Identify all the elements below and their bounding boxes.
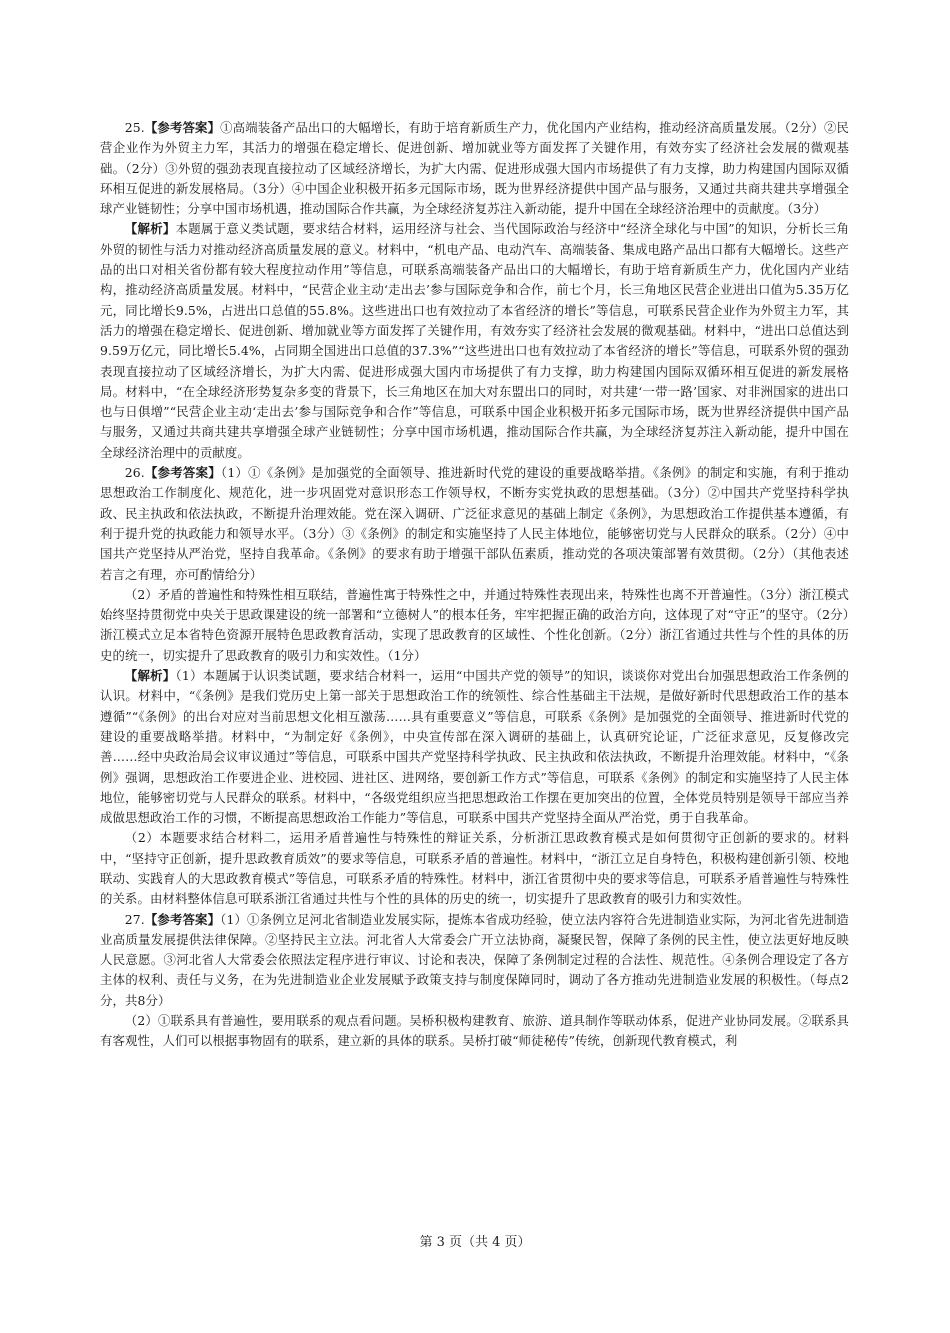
answer-27-reference-part2: （2）①联系具有普遍性，要用联系的观点看问题。吴桥积极构建教育、旅游、道具制作等联动体系，促进产业协同发展。②联系具有客观性，人们可以根据事物固有的联系，建立新的具体的联系。吴桥打破“师徒秘传”传统，创新现代教育模式，利 [100, 1013, 849, 1049]
analysis-tag: 【解析】 [124, 668, 176, 684]
answer-26-reference: 26.【参考答案】（1）①《条例》是加强党的全面领导、推进新时代党的建设的重要战略举措。《条例》的制定和实施，有利于推动思想政治工作制度化、规范化，进一步巩固党对意识形态工作领导权，不断夯实党执政的思想基础。（3分）②中国共产党坚持科学执政、民主执政和依法执政，不断提升治理效能。党在深入调研、广泛征求意见的基础上制定《条例》，为思想政治工作提供基本遵循，有利于提升党的执政能力和领导水平。（3分）③《条例》的制定和实施坚持了人民主体地位，能够密切党与人民群众的联系。（2分）④中国共产党坚持从严治党，坚持自我革命。《条例》的要求有助于增强干部队伍素质，推动党的各项决策部署有效贯彻。（2分）（其他表述若言之有理，亦可酌情给分） [100, 465, 849, 582]
answer-27-reference: 27.【参考答案】（1）①条例立足河北省制造业发展实际，提炼本省成功经验，使立法内容符合先进制造业实际，为河北省先进制造业高质量发展提供法律保障。②坚持民主立法。河北省人大常委会广开立法协商，凝聚民智，保障了条例的民主性，使立法更好地反映人民意愿。③河北省人大常委会依照法定程序进行审议、讨论和表决，保障了条例制定过程的合法性、规范性。④条例合理设定了各方主体的权利、责任与义务，在为先进制造业企业发展赋予政策支持与制度保障同时，调动了各方推动先进制造业发展的积极性。（每点2分，共8分） [100, 911, 849, 1008]
analysis-tag: 【解析】 [124, 221, 176, 237]
reference-answer-tag: 【参考答案】 [144, 911, 221, 927]
reference-answer-tag: 【参考答案】 [144, 465, 221, 481]
page-footer: 第 3 页（共 4 页） [419, 1235, 531, 1250]
answer-26-reference-part2: （2）矛盾的普遍性和特殊性相互联结，普遍性寓于特殊性之中，并通过特殊性表现出来，特殊性也离不开普遍性。（3分）浙江模式始终坚持贯彻党中央关于思政课建设的统一部署和“立德树人”的根本任务，牢牢把握正确的政治方向，这体现了对“守正”的坚守。（2分）浙江模式立足本省特色资源开展特色思政教育活动，实现了思政教育的区域性、个性化创新。（2分）浙江省通过共性与个性的具体的历史的统一，切实提升了思政教育的吸引力和实效性。（1分） [100, 586, 849, 663]
answer-25-reference: 25.【参考答案】①高端装备产品出口的大幅增长，有助于培育新质生产力，优化国内产业结构，推动经济高质量发展。（2分）②民营企业作为外贸主力军，其活力的增强在稳定增长、促进创新、增加就业等方面发挥了关键作用，有效夯实了经济社会发展的微观基础。（2分）③外贸的强劲表现直接拉动了区域经济增长，为扩大内需、促进形成强大国内市场提供了有力支撑，助力构建国内国际双循环相互促进的新发展格局。（3分）④中国企业积极开拓多元国际市场，既为世界经济提供中国产品与服务，又通过共商共建共享增强全球产业链韧性；分享中国市场机遇，推动国际合作共赢，为全球经济复苏注入新动能，提升中国在全球经济治理中的贡献度。（3分） [100, 120, 849, 217]
reference-answer-tag: 【参考答案】 [144, 120, 221, 135]
answer-26-analysis-part2: （2）本题要求结合材料二，运用矛盾普遍性与特殊性的辩证关系，分析浙江思政教育模式是如何贯彻守正创新的要求的。材料中，“坚持守正创新，提升思政教育质效”的要求等信息，可联系矛盾的普遍性。材料中，“浙江立足自身特色，积极构建创新引领、校地联动、实践育人的大思政教育模式”等信息，可联系矛盾的特殊性。材料中，浙江省贯彻中央的要求等信息，可联系矛盾普遍性与特殊性的关系。由材料整体信息可联系浙江省通过共性与个性的具体的历史的统一，切实提升了思政教育的吸引力和实效性。 [100, 830, 849, 907]
answer-25-analysis: 【解析】本题属于意义类试题，要求结合材料，运用经济与社会、当代国际政治与经济中“经济全球化与中国”的知识，分析长三角外贸的韧性与活力对推动经济高质量发展的意义。材料中，“机电产品、电动汽车、高端装备、集成电路产品出口都有大幅增长。这些产品的出口对相关省份都有较大程度拉动作用”等信息，可联系高端装备产品出口的大幅增长，有助于培育新质生产力，优化国内产业结构，推动经济高质量发展。材料中，“民营企业主动‘走出去’参与国际竞争和合作，前七个月，长三角地区民营企业进出口值为5.35万亿元，同比增长9.5%，占进出口总值的55.8%。这些进出口也有效拉动了本省经济的增长”等信息，可联系民营企业作为外贸主力军，其活力的增强在稳定增长、促进创新、增加就业等方面发挥了关键作用，有效夯实了经济社会发展的微观基础。材料中，“进出口总值达到9.59万亿元，同比增长5.4%，占同期全国进出口总值的37.3%”“这些进出口也有效拉动了本省经济的增长”等信息，可联系外贸的强劲表现直接拉动了区域经济增长，为扩大内需、促进形成强大国内市场提供了有力支撑，助力构建国内国际双循环相互促进的新发展格局。材料中，“在全球经济形势复杂多变的背景下，长三角地区在加大对东盟出口的同时，对共建‘一带一路’国家、对非洲国家的进出口也与日俱增”“民营企业主动‘走出去’参与国际竞争和合作”等信息，可联系中国企业积极开拓多元国际市场，既为世界经济提供中国产品与服务，又通过共商共建共享增强全球产业链韧性；分享中国市场机遇，推动国际合作共赢，为全球经济复苏注入新动能，提升中国在全球经济治理中的贡献度。 [100, 221, 849, 460]
page-body [100, 118, 849, 1052]
answer-26-analysis: 【解析】（1）本题属于认识类试题，要求结合材料一，运用“中国共产党的领导”的知识，谈谈你对党出台加强思想政治工作条例的认识。材料中，“《条例》是我们党历史上第一部关于思想政治工作的统领性、综合性基础主干法规，是做好新时代思想政治工作的基本遵循”“《条例》的出台对应对当前思想文化相互激荡……具有重要意义”等信息，可联系《条例》是加强党的全面领导、推进新时代党的建设的重要战略举措。材料中，“为制定好《条例》，中央宣传部在深入调研的基础上，认真研究论证，广泛征求意见，反复修改完善……经中央政治局会议审议通过”等信息，可联系中国共产党坚持科学执政、民主执政和依法执政，不断提升治理效能。材料中，“《条例》强调，思想政治工作要进企业、进校园、进社区、进网络，要创新工作方式”等信息，可联系《条例》的制定和实施坚持了人民主体地位，能够密切党与人民群众的联系。材料中，“各级党组织应当把思想政治工作摆在更加突出的位置，全体党员特别是领导干部应当养成做思想政治工作的习惯，不断提高思想政治工作能力”等信息，可联系中国共产党坚持全面从严治党，勇于自我革命。 [100, 668, 850, 826]
